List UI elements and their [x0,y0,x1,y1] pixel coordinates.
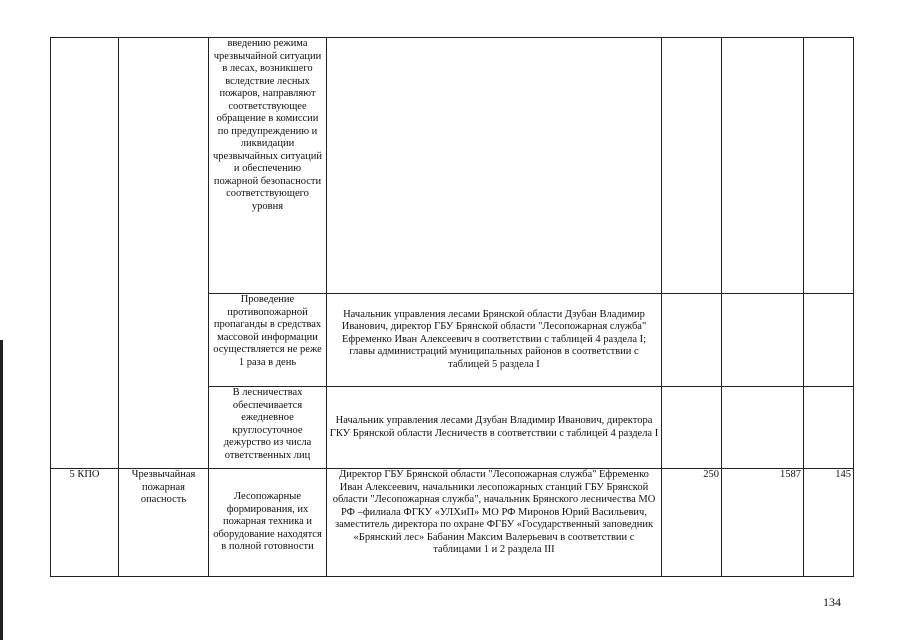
cell-measure: В лесничествах обеспечивается ежедневное круглосуточное дежурство из числа ответственных лиц [209,387,327,469]
cell-number-2: 1587 [722,469,804,577]
table-row [51,469,854,577]
cell-responsible: Начальник управления лесами Брянской области Дзубан Владимир Иванович, директор ГБУ Брянской области "Лесопожарная служба" Ефременко Иван Алексеевич в соответствии с таблицей 4 раздела I; главы администраций муниципальных районов в соответствии с таблицей 5 раздела I [327,294,662,387]
page-number: 134 [823,595,841,609]
cell-kpo: 5 КПО [51,469,119,577]
cell-number-2 [722,387,804,469]
cell-number-3: 145 [804,469,854,577]
cell-number-3 [804,387,854,469]
cell-responsible: Директор ГБУ Брянской области "Лесопожарная служба" Ефременко Иван Алексеевич, начальники лесопожарных станций ГБУ Брянской области "Лесопожарная служба", начальник Брянского лесничества МО РФ –филиала ФГКУ «УЛХиП» МО РФ Миронов Юрий Васильевич, заместитель директора по охране ФГБУ «Государственный заповедник «Брянский лес» Бабанин Максим Валерьевич в соответствии с таблицами 1 и 2 раздела III [327,469,662,577]
cell-measure: Лесопожарные формирования, их пожарная техника и оборудование находятся в полной готовности [209,469,327,577]
cell-situation [119,38,209,469]
cell-number-1: 250 [662,469,722,577]
cell-number-1 [662,387,722,469]
table-row [51,38,854,294]
cell-number-3 [804,294,854,387]
cell-situation: Чрезвычайная пожарная опасность [119,469,209,577]
cell-measure: Проведение противопожарной пропаганды в средствах массовой информации осуществляется не реже 1 раза в день [209,294,327,387]
cell-number-1 [662,38,722,294]
scan-edge-mark [0,340,3,640]
cell-number-1 [662,294,722,387]
fire-measures-table [50,37,854,577]
cell-responsible: Начальник управления лесами Дзубан Владимир Иванович, директора ГКУ Брянской области Лесничеств в соответствии с таблицей 4 раздела I [327,387,662,469]
cell-number-2 [722,294,804,387]
cell-responsible [327,38,662,294]
cell-kpo [51,38,119,469]
cell-number-2 [722,38,804,294]
cell-number-3 [804,38,854,294]
cell-measure: введению режима чрезвычайной ситуации в лесах, возникшего вследствие лесных пожаров, направляют соответствующее обращение в комиссии по предупреждению и ликвидации чрезвычайных ситуаций и обеспечению пожарной безопасности соответствующего уровня [209,38,327,294]
